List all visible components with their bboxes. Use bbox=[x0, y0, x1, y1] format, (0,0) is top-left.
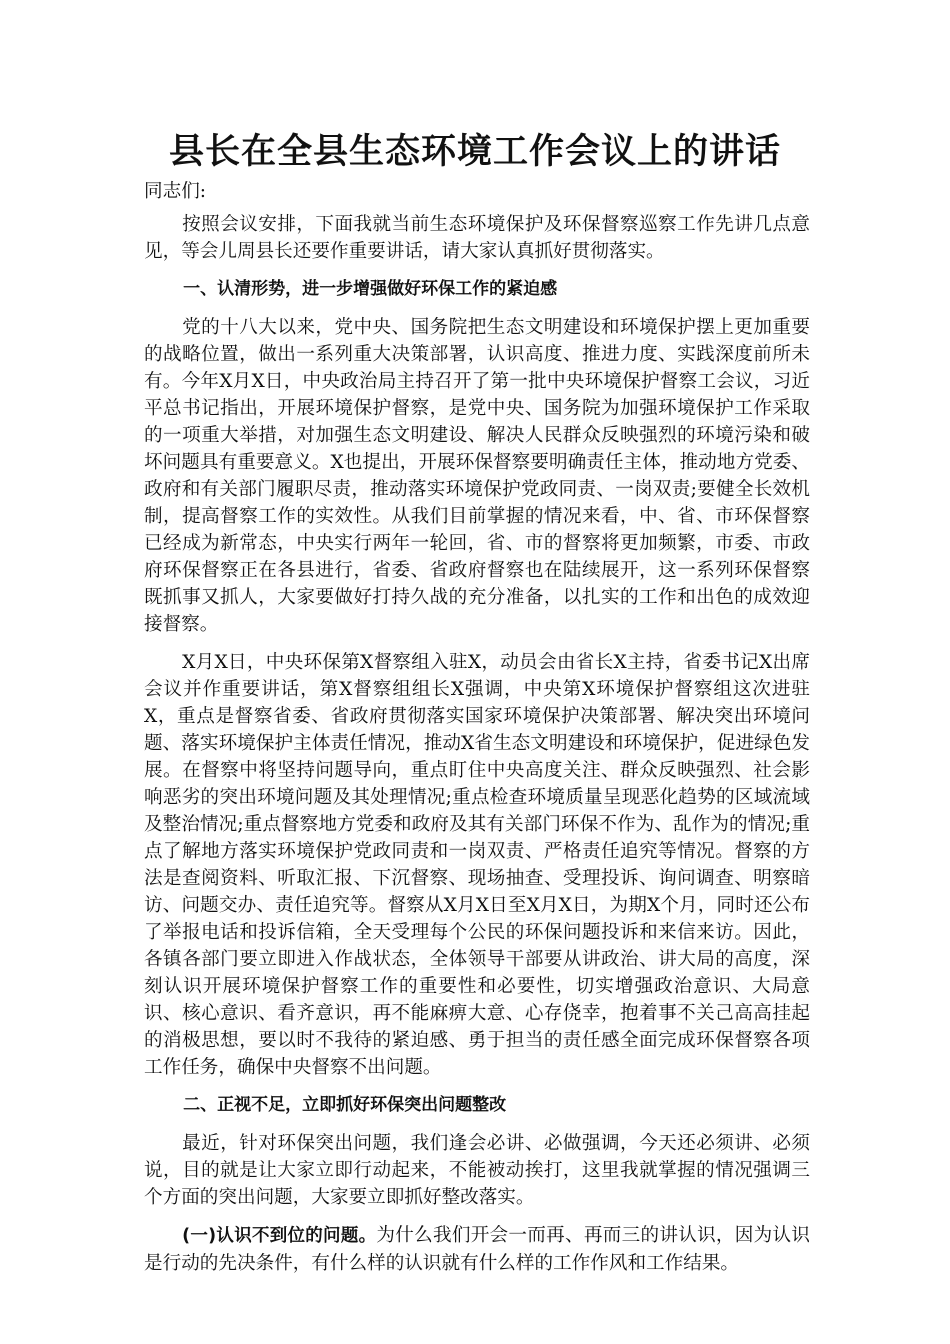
section2-paragraph-1: 最近，针对环保突出问题，我们逢会必讲、必做强调，今天还必须讲、必须说，目的就是让大家立即行动起来，不能被动挨打，这里我就掌握的情况强调三个方面的突出问题，大家要立即抓好整改落实。 bbox=[144, 1133, 810, 1208]
section2-item-1-label: (一)认识不到位的问题。 bbox=[182, 1226, 377, 1246]
document-title: 县长在全县生态环境工作会议上的讲话 bbox=[168, 132, 781, 172]
section-heading-2: 二、正视不足，立即抓好环保突出问题整改 bbox=[183, 1095, 507, 1115]
section2-item-1 bbox=[144, 1222, 810, 1277]
section2-item-1-text: 为什么我们开会一而再、再而三的讲认识，因为认识是行动的先决条件，有什么样的认识就有什么样的工作作风和工作结果。 bbox=[144, 1225, 810, 1274]
section-heading-1: 一、认清形势，进一步增强做好环保工作的紧迫感 bbox=[183, 279, 558, 299]
section1-paragraph-2: X月X日，中央环保第X督察组入驻X，动员会由省长X主持，省委书记X出席会议并作重要讲话，第X督察组组长X强调，中央第X环境保护督察组这次进驻X，重点是督察省委、省政府贯彻落实国家环境保护决策部署、解决突出环境问题、落实环境保护主体责任情况，推动X省生态文明建设和环境保护，促进绿色发展。在督察中将坚持问题导向，重点盯住中央高度关注、群众反映强烈、社会影响恶劣的突出环境问题及其处理情况;重点检查环境质量呈现恶化趋势的区域流域及整治情况;重点督察地方党委和政府及其有关部门环保不作为、乱作为的情况;重点了解地方落实环境保护党政同责和一岗双责、严格责任追究等情况。督察的方法是查阅资料、听取汇报、下沉督察、现场抽查、受理投诉、询问调查、明察暗访、问题交办、责任追究等。督察从X月X日至X月X日，为期X个月，同时还公布了举报电话和投诉信箱，全天受理每个公民的环保问题投诉和来信来访。因此，各镇各部门要立即进入作战状态，全体领导干部要从讲政治、讲大局的高度，深刻认识开展环境保护督察工作的重要性和必要性，切实增强政治意识、大局意识、核心意识、看齐意识，再不能麻痹大意、心存侥幸，抱着事不关己高高挂起的消极思想，要以时不我待的紧迫感、勇于担当的责任感全面完成环保督察各项工作任务，确保中央督察不出问题。 bbox=[144, 652, 810, 1078]
document-body bbox=[144, 178, 810, 1277]
intro-paragraph: 按照会议安排，下面我就当前生态环境保护及环保督察巡察工作先讲几点意见，等会儿周县长还要作重要讲话，请大家认真抓好贯彻落实。 bbox=[144, 214, 810, 262]
section1-paragraph-1: 党的十八大以来，党中央、国务院把生态文明建设和环境保护摆上更加重要的战略位置，做出一系列重大决策部署，认识高度、推进力度、实践深度前所未有。今年X月X日，中央政治局主持召开了第一批中央环境保护督察工会议，习近平总书记指出，开展环境保护督察，是党中央、国务院为加强环境保护工作采取的一项重大举措，对加强生态文明建设、解决人民群众反映强烈的环境污染和破坏问题具有重要意义。X也提出，开展环保督察要明确责任主体，推动地方党委、政府和有关部门履职尽责，推动落实环境保护党政同责、一岗双责;要健全长效机制，提高督察工作的实效性。从我们目前掌握的情况来看，中、省、市环保督察已经成为新常态，中央实行两年一轮回，省、市的督察将更加频繁，市委、市政府环保督察正在各县进行，省委、省政府督察也在陆续展开，这一系列环保督察既抓事又抓人，大家要做好打持久战的充分准备，以扎实的工作和出色的成效迎接督察。 bbox=[144, 317, 810, 635]
salutation: 同志们: bbox=[144, 181, 207, 202]
